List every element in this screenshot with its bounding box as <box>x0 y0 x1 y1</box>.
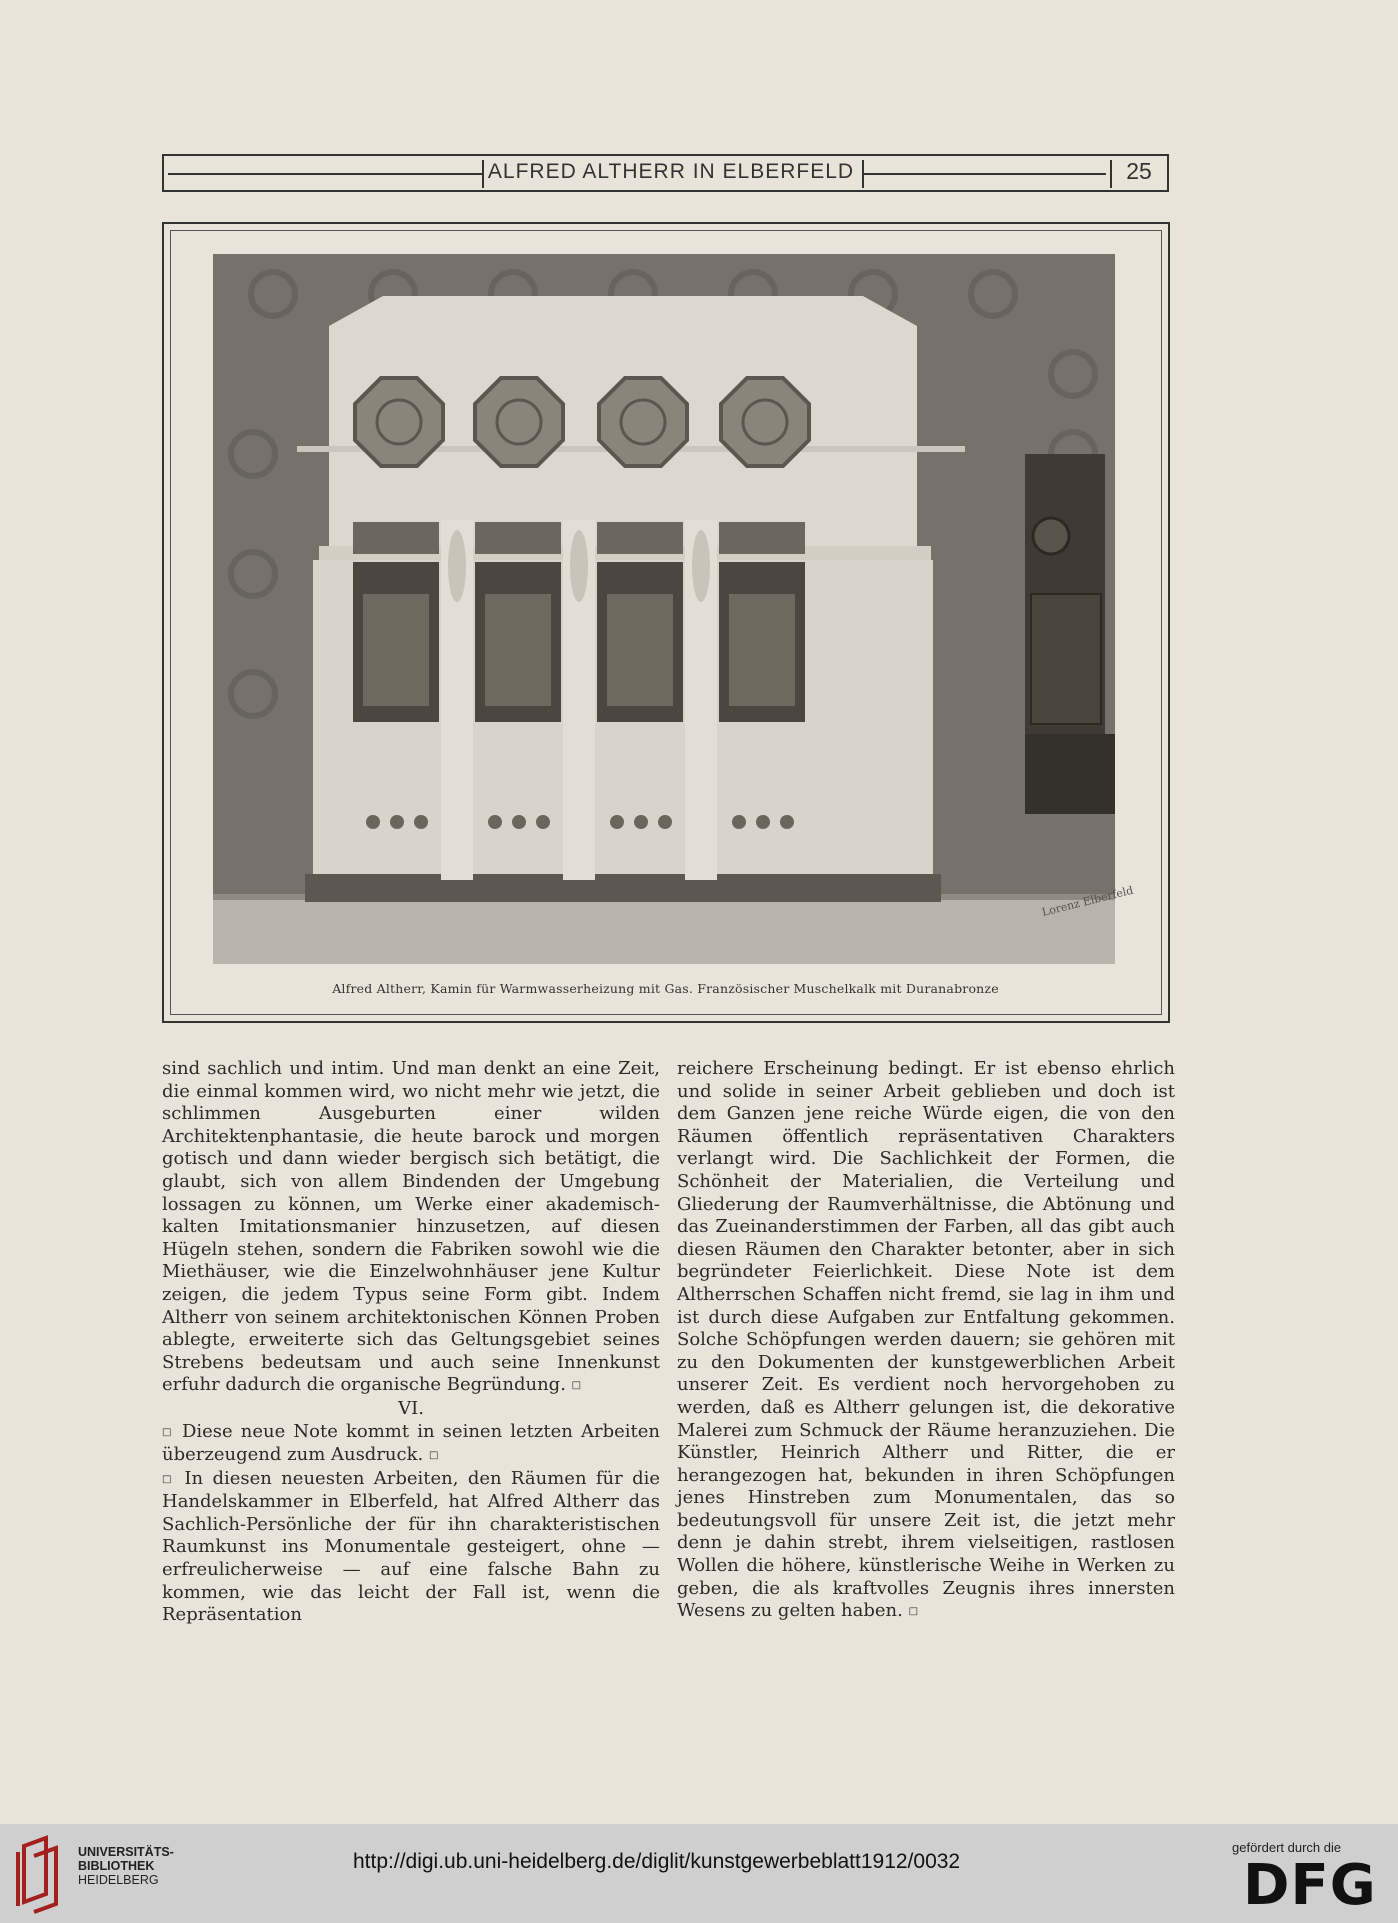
paragraph-end-mark: □ <box>908 1606 919 1618</box>
paragraph: reichere Erscheinung bedingt. Er ist ebenso ehrlich und solide in seiner Arbeit geblieben und doch ist dem Ganzen jene reiche Würde eigen, die von den Räumen öffentlich repräsentativen Charakters verlangt wird. Die Sachlichkeit der Formen, die Schönheit der Materialien, die Verteilung und Gliederung der Raumverhältnisse, die Abtönung und das Zueinanderstimmen der Farben, all das gibt auch diesen Räumen den Charakter betonter, aber in sich begründeter Feierlichkeit. Diese Note ist dem Altherrschen Schaffen nicht fremd, sie lag in ihm und ist durch diese Aufgaben zur Entfaltung gekommen. Solche Schöpfungen werden dauern; sie gehören mit zu den Dokumenten der kunstgewerblichen Arbeit unserer Zeit. Es verdient noch hervorgehoben zu werden, daß es Altherr gelungen ist, die dekorative Malerei zum Schmuck der Räume heranzuziehen. Die Künstler, Heinrich Altherr und Ritter, die er herangezogen hat, bekunden in ihren Schöpfungen jenes Hinstreben zum Monumentalen, das so bedeutungsvoll für unsere Zeit ist, die jetzt mehr denn je dahin strebt, ihrem vielseitigen, rastlosen Wollen die höhere, künstlerische Weihe in Werken zu geben, die als kraftvolles Zeugnis ihres innersten Wesens zu gelten haben. □ <box>677 1058 1175 1622</box>
paragraph: □ In diesen neuesten Arbeiten, den Räumen für die Handelskammer in Elberfeld, hat Alfred Altherr das Sachlich-Persönliche der für ihn charakteristischen Raumkunst ins Monumentale gesteigert, ohne — erfreulicherweise — auf eine falsche Bahn zu kommen, wie das leicht der Fall ist, wenn die Repräsentation <box>162 1467 660 1626</box>
text-column-left <box>162 1058 660 1627</box>
running-title: ALFRED ALTHERR IN ELBERFELD <box>487 160 855 183</box>
text-column-right <box>677 1058 1175 1624</box>
permalink[interactable]: http://digi.ub.uni-heidelberg.de/diglit/kunstgewerbeblatt1912/0032 <box>353 1850 961 1873</box>
section-heading: VI. <box>398 1397 424 1419</box>
fireplace-base <box>305 874 941 902</box>
bench <box>1025 734 1115 814</box>
fireplace-photograph <box>213 254 1135 964</box>
ub-heidelberg-logo-icon <box>14 1836 72 1912</box>
page-number: 25 <box>1126 158 1152 184</box>
dfg-logo: DFG <box>1243 1853 1377 1918</box>
header-rule-left <box>168 173 482 175</box>
library-name: UNIVERSITÄTS- BIBLIOTHEK HEIDELBERG <box>78 1845 174 1887</box>
paragraph-mark: □ <box>162 1426 174 1438</box>
paragraph-end-mark: □ <box>428 1450 439 1462</box>
header-divider <box>1110 160 1112 188</box>
plate-caption: Alfred Altherr, Kamin für Warmwasserheizung mit Gas. Französischer Muschelkalk mit Duranabronze <box>332 981 999 996</box>
section-end-mark: □ <box>571 1380 582 1392</box>
funding-credit: gefördert durch die <box>1232 1840 1342 1855</box>
header-rule-right <box>864 173 1106 175</box>
paragraph: sind sachlich und intim. Und man denkt an eine Zeit, die einmal kommen wird, wo nicht mehr wie jetzt, die schlimmen Ausgeburten einer wilden Architektenphantasie, die heute barock und morgen gotisch und dann wieder bergisch sich betätigt, die glaubt, sich von allem Bindenden der Umgebung lossagen zu können, um Werke einer akademisch-kalten Imitationsmanier hinzusetzen, auf diesen Hügeln stehen, sondern die Fabriken sowohl wie die Miethäuser, wie die Einzelwohnhäuser jene Kultur zeigen, die jedem Typus seine Form gibt. Indem Altherr von seinem architektonischen Können Proben ablegte, erweiterte sich das Geltungsgebiet seines Strebens bedeutsam und auch seine Innenkunst erfuhr dadurch die organische Begründung. □ <box>162 1058 660 1396</box>
paragraph: □ Diese neue Note kommt in seinen letzten Arbeiten überzeugend zum Ausdruck. □ <box>162 1420 661 1466</box>
photo-signature: Lorenz Elberfeld <box>1040 883 1135 919</box>
tiled-floor <box>213 894 1115 964</box>
paragraph-mark: □ <box>162 1473 176 1485</box>
